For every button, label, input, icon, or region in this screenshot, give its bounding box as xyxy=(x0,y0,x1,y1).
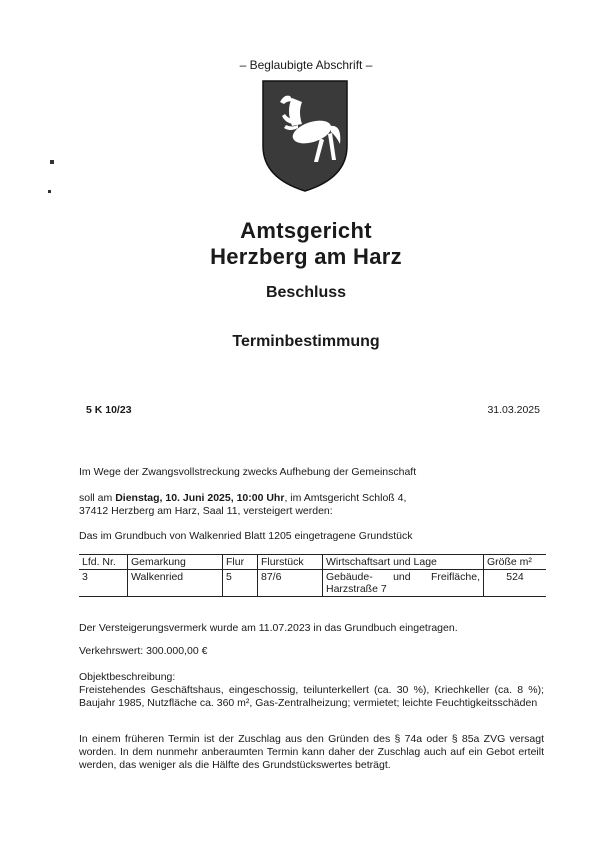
termin-prefix: soll am xyxy=(79,492,116,504)
scan-mark xyxy=(48,190,51,193)
cell-groesse: 524 xyxy=(484,570,547,597)
coat-of-arms-horse-icon xyxy=(262,80,348,192)
scan-mark xyxy=(50,160,54,164)
copy-note: – Beglaubigte Abschrift – xyxy=(239,58,373,72)
vermerk-text: Der Versteigerungsvermerk wurde am 11.07.2023 in das Grundbuch eingetragen. xyxy=(79,622,458,634)
cell-wirtschaftsart xyxy=(323,570,484,597)
intro-text: Im Wege der Zwangsvollstreckung zwecks Aufhebung der Gemeinschaft xyxy=(79,466,417,478)
document-subject: Terminbestimmung xyxy=(232,333,380,350)
cell-gemarkung: Walkenried xyxy=(128,570,223,597)
zuschlag-text: In einem früheren Termin ist der Zuschlag aus den Gründen des § 74a oder § 85a ZVG versagt worden. In dem nunmehr anberaumten Termin kann daher der Zuschlag auch auf ein Gebot erteilt werden, das weniger als die Hälfte des Grundstückswertes beträgt. xyxy=(79,733,544,771)
cell-lfd-nr: 3 xyxy=(79,570,128,597)
cell-lage-line2: Harzstraße 7 xyxy=(326,583,387,595)
termin-text xyxy=(79,492,544,518)
aktenzeichen: 5 K 10/23 xyxy=(86,404,132,416)
court-name: Amtsgericht xyxy=(240,218,372,243)
table-row xyxy=(79,570,546,597)
table-header-row xyxy=(79,555,546,570)
col-wirtschaftsart: Wirtschaftsart und Lage xyxy=(323,555,484,570)
document-type: Beschluss xyxy=(265,284,347,301)
verkehrswert-text: Verkehrswert: 300.000,00 € xyxy=(79,645,208,657)
grundbuch-intro: Das im Grundbuch von Walkenried Blatt 1205 eingetragene Grundstück xyxy=(79,530,413,542)
cell-flur: 5 xyxy=(223,570,258,597)
col-gemarkung: Gemarkung xyxy=(128,555,223,570)
objekt-heading: Objektbeschreibung: xyxy=(79,671,176,683)
termin-line2: 37412 Herzberg am Harz, Saal 11, versteigert werden: xyxy=(79,505,333,517)
col-groesse: Größe m² xyxy=(484,555,547,570)
objekt-text: Freistehendes Geschäftshaus, eingeschossig, teilunterkellert (ca. 30 %), Kriechkeller (ca. 8 %); Baujahr 1985, Nutzfläche ca. 360 m², Gas-Zentralheizung; vermietet; leichte Feuchtigkeitsschäden xyxy=(79,684,544,709)
col-lfd-nr: Lfd. Nr. xyxy=(79,555,128,570)
property-table xyxy=(79,554,546,597)
document-date: 31.03.2025 xyxy=(487,404,540,416)
col-flurstueck: Flurstück xyxy=(258,555,323,570)
termin-suffix: , im Amtsgericht Schloß 4, xyxy=(284,492,407,504)
cell-lage-line1: Gebäude- und Freifläche, xyxy=(326,571,480,583)
termin-date: Dienstag, 10. Juni 2025, 10:00 Uhr xyxy=(115,492,285,504)
col-flur: Flur xyxy=(223,555,258,570)
court-location: Herzberg am Harz xyxy=(210,244,402,269)
cell-flurstueck: 87/6 xyxy=(258,570,323,597)
